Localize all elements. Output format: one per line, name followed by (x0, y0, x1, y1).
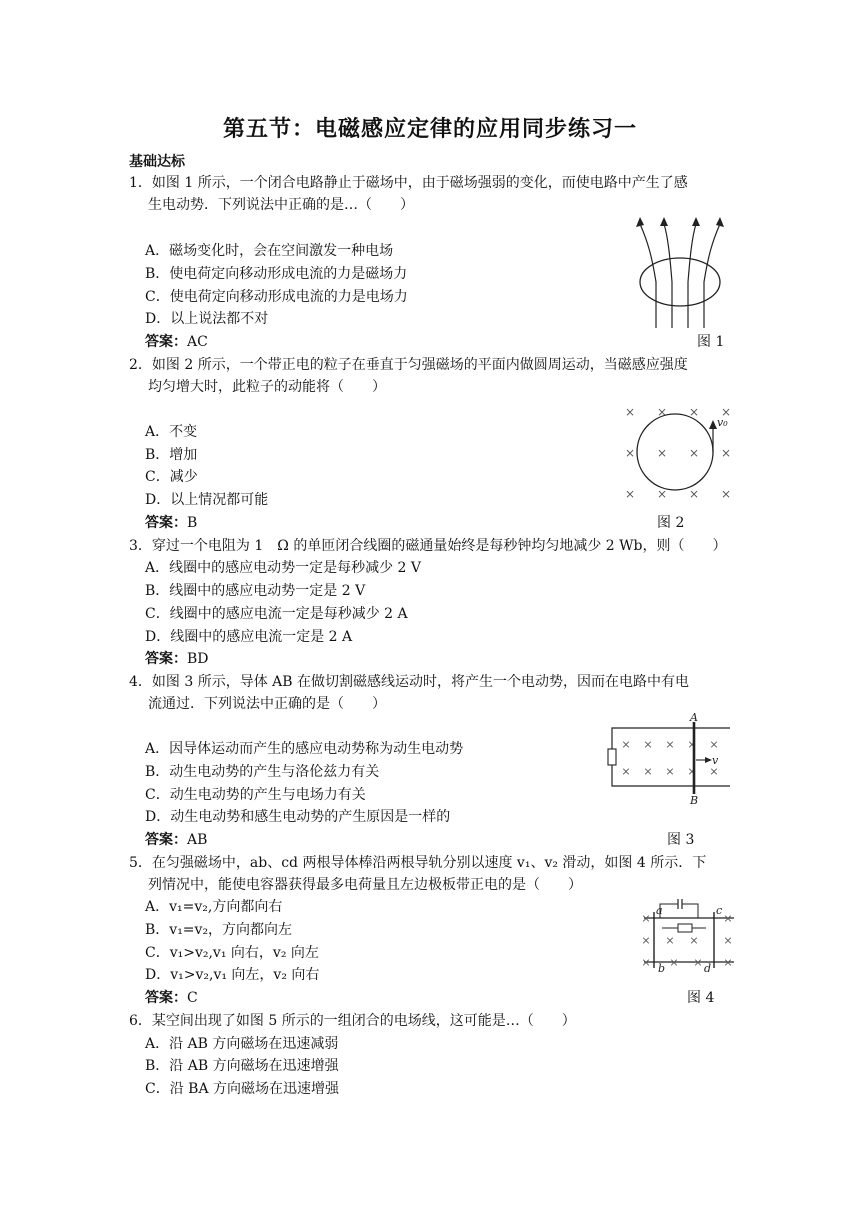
option-d: D．以上说法都不对 (145, 311, 269, 327)
svg-text:×: × (656, 487, 668, 501)
option-c: C．沿 BA 方向磁场在迅速增强 (145, 1081, 340, 1097)
svg-text:×: × (665, 934, 675, 947)
svg-text:×: × (656, 405, 668, 419)
point-b-label: B (690, 794, 699, 806)
svg-text:×: × (624, 487, 636, 501)
svg-text:×: × (665, 738, 675, 751)
rod-d-label: d (704, 962, 712, 975)
question-text: 2．如图 2 所示，一个带正电的粒子在垂直于匀强磁场的平面内做圆周运动，当磁感应强度 (129, 357, 688, 373)
point-a-label: A (690, 712, 698, 724)
option-b: B．动生电动势的产生与洛伦兹力有关 (145, 764, 380, 780)
page-title: 第五节：电磁感应定律的应用同步练习一 (222, 116, 637, 142)
option-a: A．磁场变化时，会在空间激发一种电场 (145, 243, 394, 259)
question-text: 3．穿过一个电阻为 1 Ω 的单匝闭合线圈的磁通量始终是每秒钟均匀地减少 2 Wb，则（ ） (129, 538, 727, 554)
svg-text:×: × (688, 487, 700, 501)
option-a: A．沿 AB 方向磁场在迅速减弱 (145, 1036, 339, 1052)
answer-label: 答案： (145, 990, 187, 1006)
question-text: 均匀增大时，此粒子的动能将（ ） (148, 379, 386, 395)
option-a: A．不变 (145, 424, 198, 440)
answer (145, 332, 208, 352)
answer (145, 988, 198, 1008)
answer (145, 649, 209, 669)
answer-label: 答案： (145, 651, 187, 667)
option-d: D．动生电动势和感生电动势的产生原因是一样的 (145, 809, 451, 825)
option-c: C．动生电动势的产生与电场力有关 (145, 787, 366, 803)
option-d: D．线圈中的感应电流一定是 2 A (145, 629, 353, 645)
svg-text:×: × (687, 738, 697, 751)
figure-2-caption: 图 2 (657, 515, 685, 531)
figure-4-diagram (640, 896, 738, 976)
velocity-label: v (712, 754, 719, 767)
question-text: 5．在匀强磁场中，ab、cd 两根导体棒沿两根导轨分别以速度 v₁、v₂ 滑动，如图 4 所示．下 (129, 855, 707, 871)
answer-value: BD (187, 651, 209, 667)
option-b: B．线圈中的感应电动势一定是 2 V (145, 583, 366, 599)
svg-text:×: × (688, 446, 700, 460)
velocity-label: v₀ (717, 416, 728, 429)
option-d: D．以上情况都可能 (145, 492, 269, 508)
option-b: B．沿 AB 方向磁场在迅速增强 (145, 1058, 339, 1074)
svg-text:×: × (689, 934, 699, 947)
option-b: B．v₁=v₂，方向都向左 (145, 922, 293, 938)
question-text: 生电动势．下列说法中正确的是…（ ） (148, 197, 414, 213)
figure-3-diagram (604, 712, 736, 806)
svg-text:×: × (709, 765, 719, 778)
svg-text:×: × (688, 405, 700, 419)
question-text: 1．如图 1 所示，一个闭合电路静止于磁场中，由于磁场强弱的变化，而使电路中产生了感 (129, 175, 688, 191)
svg-text:×: × (643, 738, 653, 751)
section-heading: 基础达标 (129, 154, 185, 170)
svg-text:×: × (723, 912, 733, 925)
svg-text:×: × (723, 934, 733, 947)
svg-text:×: × (624, 446, 636, 460)
figure-1-caption: 图 1 (697, 334, 725, 350)
option-c: C．线圈中的感应电流一定是每秒减少 2 A (145, 606, 408, 622)
svg-text:×: × (665, 765, 675, 778)
figure-3-caption: 图 3 (667, 832, 695, 848)
svg-text:×: × (641, 912, 651, 925)
answer-value: B (187, 515, 198, 531)
svg-text:×: × (656, 446, 668, 460)
svg-text:×: × (669, 956, 679, 969)
answer (145, 830, 207, 850)
rod-c-label: c (716, 904, 723, 917)
svg-text:×: × (720, 487, 732, 501)
answer-label: 答案： (145, 334, 187, 350)
figure-1-diagram (630, 212, 730, 330)
svg-text:×: × (621, 765, 631, 778)
answer-value: AC (187, 334, 208, 350)
svg-text:×: × (624, 405, 636, 419)
option-a: A．v₁=v₂,方向都向右 (145, 899, 283, 915)
option-b: B．增加 (145, 447, 198, 463)
answer-label: 答案： (145, 832, 187, 848)
svg-text:×: × (723, 956, 733, 969)
option-b: B．使电荷定向移动形成电流的力是磁场力 (145, 266, 408, 282)
answer-value: AB (187, 832, 208, 848)
option-d: D．v₁>v₂,v₁ 向左，v₂ 向右 (145, 967, 320, 983)
answer-label: 答案： (145, 515, 187, 531)
svg-text:×: × (641, 956, 651, 969)
svg-text:×: × (720, 446, 732, 460)
svg-text:×: × (687, 765, 697, 778)
option-a: A．因导体运动而产生的感应电动势称为动生电动势 (145, 741, 464, 757)
rod-a-label: a (656, 904, 663, 917)
figure-2-diagram (618, 400, 738, 505)
option-c: C．使电荷定向移动形成电流的力是电场力 (145, 289, 408, 305)
question-text: 6．某空间出现了如图 5 所示的一组闭合的电场线，这可能是…（ ） (129, 1013, 576, 1029)
svg-text:×: × (693, 956, 703, 969)
svg-text:×: × (621, 738, 631, 751)
figure-4-caption: 图 4 (687, 990, 715, 1006)
svg-text:×: × (720, 405, 732, 419)
rod-b-label: b (658, 962, 666, 975)
svg-text:×: × (709, 738, 719, 751)
svg-text:×: × (641, 934, 651, 947)
answer-value: C (187, 990, 198, 1006)
option-a: A．线圈中的感应电动势一定是每秒减少 2 V (145, 560, 422, 576)
question-text: 流通过．下列说法中正确的是（ ） (148, 696, 386, 712)
question-text: 列情况中，能使电容器获得最多电荷量且左边极板带正电的是（ ） (148, 877, 582, 893)
svg-text:×: × (643, 765, 653, 778)
option-c: C．减少 (145, 469, 198, 485)
option-c: C．v₁>v₂,v₁ 向右，v₂ 向左 (145, 945, 319, 961)
question-text: 4．如图 3 所示，导体 AB 在做切割磁感线运动时，将产生一个电动势，因而在电路中有电 (129, 674, 690, 690)
answer (145, 513, 197, 533)
